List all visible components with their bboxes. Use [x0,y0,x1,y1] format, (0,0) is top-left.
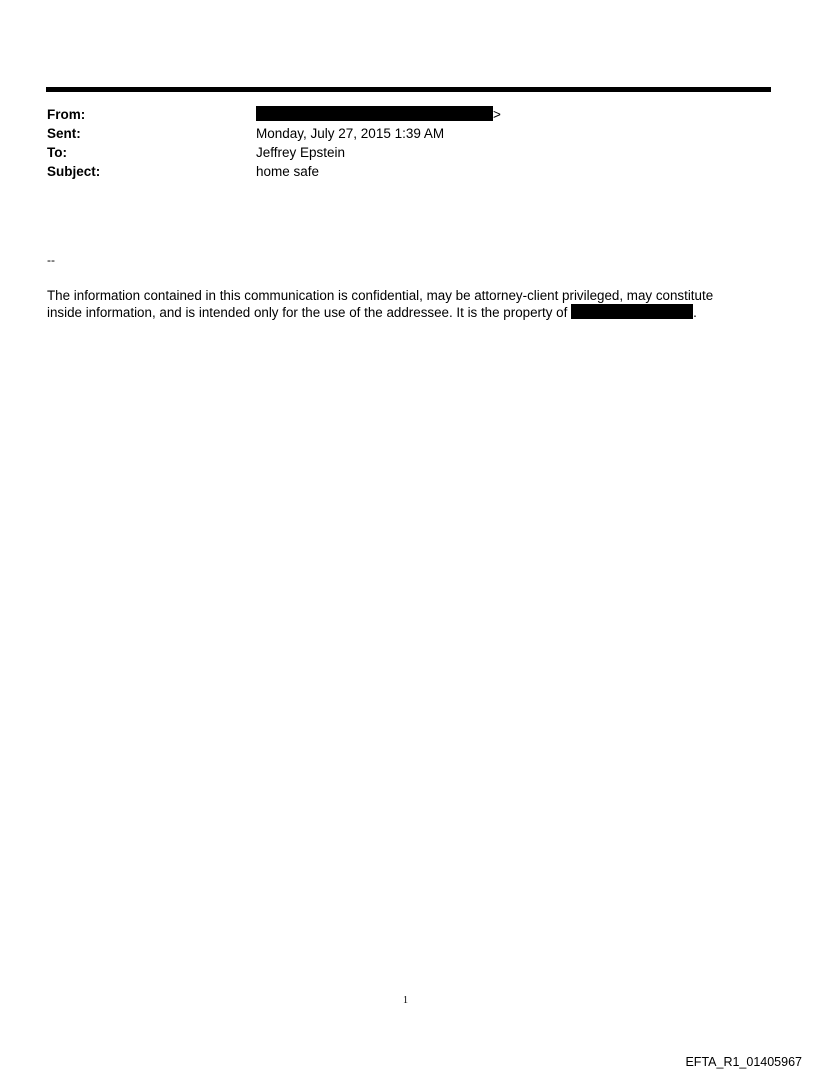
page-number: 1 [403,995,408,1006]
sent-value: Monday, July 27, 2015 1:39 AM [256,126,445,141]
subject-label: Subject: [47,164,101,179]
signature-separator: -- [47,253,55,267]
from-label: From: [47,107,86,122]
from-value [256,106,501,124]
disclaimer-line-2-end: . [693,305,697,320]
redaction-block [571,304,693,319]
subject-value: home safe [256,164,320,179]
from-suffix: > [493,107,501,122]
confidentiality-disclaimer [47,287,767,321]
bates-number: EFTA_R1_01405967 [685,1055,802,1069]
redaction-block [256,106,493,121]
disclaimer-line-2 [47,304,767,321]
sent-label: Sent: [47,126,81,141]
header-rule [46,87,771,92]
disclaimer-line-1: The information contained in this communication is confidential, may be attorney-client privileged, may constitute [47,288,714,303]
to-value: Jeffrey Epstein [256,145,346,160]
to-label: To: [47,145,67,160]
disclaimer-line-2-text: inside information, and is intended only for the use of the addressee. It is the property of [47,305,568,320]
